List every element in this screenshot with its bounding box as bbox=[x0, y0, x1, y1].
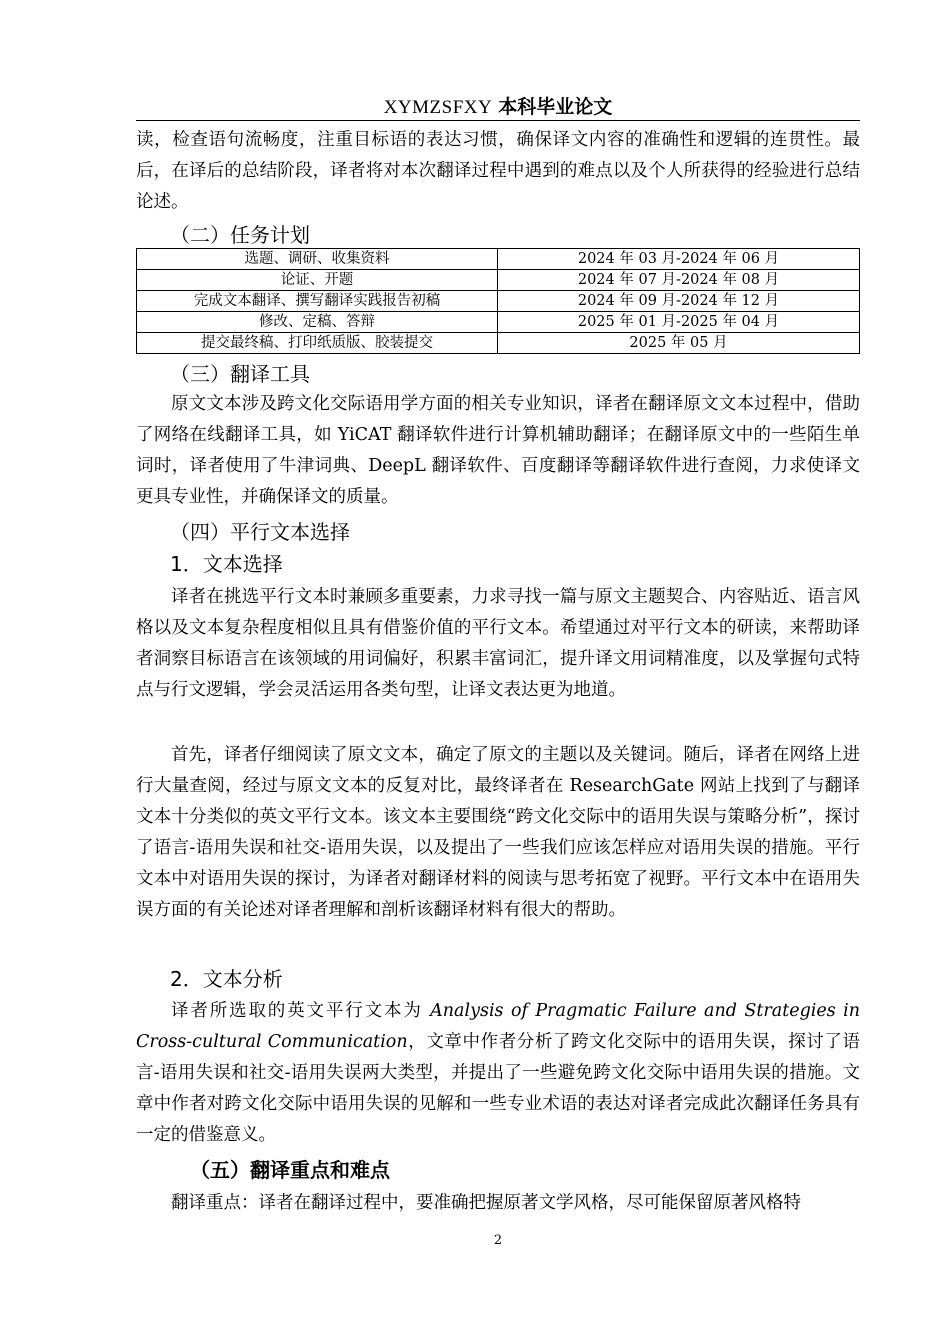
rest-text: ，文章中作者分析了跨文化交际中的语用失误，探讨了语言-语用失误和社交-语用失误两大类型，并提出了一些避免跨文化交际中语用失误的措施。文章中作者对跨文化交际中语用失误的见解和一些专业术语的表达对译者完成此次翻译任务具有一定的借鉴意义。 bbox=[136, 1032, 860, 1145]
task-plan-table bbox=[136, 248, 860, 354]
task-cell: 修改、定稿、答辩 bbox=[137, 312, 498, 333]
time-cell: 2025 年 05 月 bbox=[498, 333, 860, 354]
subsection-2-paragraph bbox=[136, 996, 860, 1151]
header-code: XYMZSFXY bbox=[383, 97, 493, 118]
table-row bbox=[137, 312, 860, 333]
table-row bbox=[137, 291, 860, 312]
section-5-heading: （五）翻译重点和难点 bbox=[190, 1158, 390, 1182]
time-cell: 2025 年 01 月-2025 年 04 月 bbox=[498, 312, 860, 333]
table-row bbox=[137, 249, 860, 270]
subsection-1-paragraph-1: 译者在挑选平行文本时兼顾多重要素，力求寻找一篇与原文主题契合、内容贴近、语言风格以及文本复杂程度相似且具有借鉴价值的平行文本。希望通过对平行文本的研读，来帮助译者洞察目标语言在该领域的用词偏好，积累丰富词汇，提升译文用词精准度，以及掌握句式特点与行文逻辑，学会灵活运用各类句型，让译文表达更为地道。 bbox=[136, 587, 860, 700]
header-rule bbox=[136, 120, 860, 121]
subsection-1-paragraph-2: 首先，译者仔细阅读了原文文本，确定了原文的主题以及关键词。随后，译者在网络上进行大量查阅，经过与原文文本的反复对比，最终译者在 ResearchGate 网站上找到了与翻译文本十分类似的英文平行文本。该文本主要围绕“跨文化交际中的语用失误与策略分析”，探讨了语言-语用失误和社交-语用失误，以及提出了一些我们应该怎样应对语用失误的措施。平行文本中对语用失误的探讨，为译者对翻译材料的阅读与思考拓宽了视野。平行文本中在语用失误方面的有关论述对译者理解和剖析该翻译材料有很大的帮助。 bbox=[136, 745, 860, 920]
table-row bbox=[137, 270, 860, 291]
section-2-heading: （二）任务计划 bbox=[170, 223, 310, 247]
task-cell: 完成文本翻译、撰写翻译实践报告初稿 bbox=[137, 291, 498, 312]
intro-paragraph: 读，检查语句流畅度，注重目标语的表达习惯，确保译文内容的准确性和逻辑的连贯性。最后，在译后的总结阶段，译者将对本次翻译过程中遇到的难点以及个人所获得的经验进行总结论述。 bbox=[136, 130, 860, 212]
section-3-paragraph: 原文文本涉及跨文化交际语用学方面的相关专业知识，译者在翻译原文文本过程中，借助了网络在线翻译工具，如 YiCAT 翻译软件进行计算机辅助翻译；在翻译原文中的一些陌生单词时，译者使用了牛津词典、DeepL 翻译软件、百度翻译等翻译软件进行查阅，力求使译文更具专业性，并确保译文的质量。 bbox=[136, 394, 860, 507]
page-number: 2 bbox=[493, 1233, 503, 1248]
section-3-heading: （三）翻译工具 bbox=[170, 362, 310, 386]
time-cell: 2024 年 03 月-2024 年 06 月 bbox=[498, 249, 860, 270]
task-cell: 选题、调研、收集资料 bbox=[137, 249, 498, 270]
parallel-text-title: Analysis of Pragmatic Failure and Strategies in Cross-cultural Communication bbox=[136, 1001, 861, 1052]
table-row bbox=[137, 333, 860, 354]
time-cell: 2024 年 09 月-2024 年 12 月 bbox=[498, 291, 860, 312]
section-4-heading: （四）平行文本选择 bbox=[170, 520, 350, 544]
time-cell: 2024 年 07 月-2024 年 08 月 bbox=[498, 270, 860, 291]
subsection-2-heading: 2．文本分析 bbox=[170, 967, 283, 991]
header-title: 本科毕业论文 bbox=[498, 96, 613, 118]
running-header bbox=[136, 94, 860, 120]
subsection-1-heading: 1．文本选择 bbox=[170, 552, 283, 576]
task-cell: 提交最终稿、打印纸质版、胶装提交 bbox=[137, 333, 498, 354]
section-5-paragraph: 翻译重点：译者在翻译过程中，要准确把握原著文学风格，尽可能保留原著风格特 bbox=[171, 1193, 801, 1213]
task-cell: 论证、开题 bbox=[137, 270, 498, 291]
lead-text: 译者所选取的英文平行文本为 bbox=[171, 1001, 431, 1021]
